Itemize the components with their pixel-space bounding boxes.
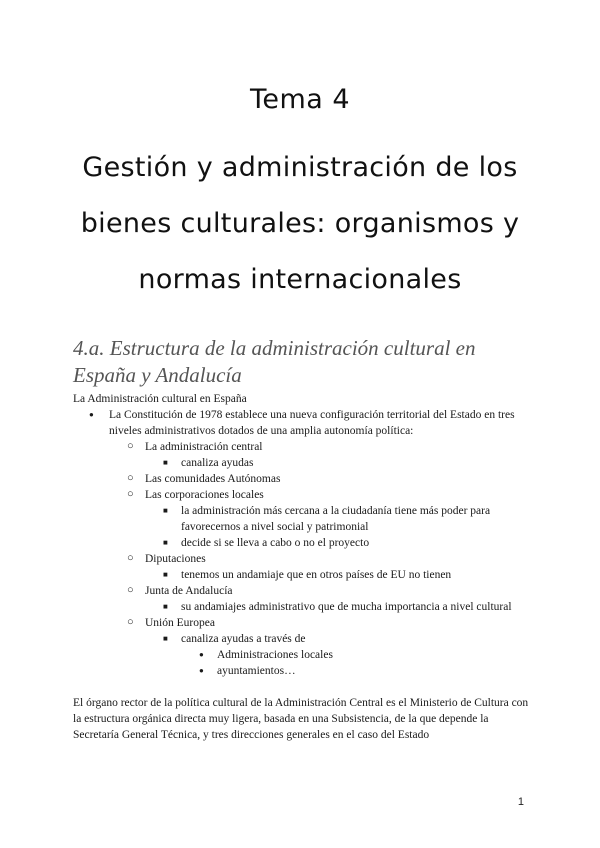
list-item	[145, 439, 533, 471]
list-item	[145, 471, 533, 487]
item-ue-sub: canaliza ayudas a través de	[181, 633, 306, 645]
item-corporaciones: Las corporaciones locales	[145, 489, 264, 501]
sub-sub-list	[145, 599, 533, 615]
item-diputaciones: Diputaciones	[145, 553, 206, 565]
list-item	[145, 583, 533, 615]
item-junta: Junta de Andalucía	[145, 585, 233, 597]
list-item: ● Administraciones locales	[217, 647, 533, 663]
list-item	[181, 631, 533, 679]
title-line-2: bienes culturales: organismos y	[80, 208, 520, 239]
list-item	[145, 551, 533, 583]
list-item: ■ la administración más cercana a la ciudadanía tiene más poder para favorecernos a nivel social y patrimonial	[181, 503, 533, 535]
sub-list	[109, 439, 533, 679]
document-title	[60, 140, 540, 308]
title-line-1: Gestión y administración de los	[82, 152, 518, 183]
item-ue: Unión Europea	[145, 617, 215, 629]
list-item: ■ su andamiajes administrativo que de mucha importancia a nivel cultural	[181, 599, 533, 615]
section-heading: 4.a. Estructura de la administración cultural en España y Andalucía	[73, 336, 476, 387]
bullet-list	[73, 407, 533, 679]
bullet-text-constitucion: La Constitución de 1978 establece una nueva configuración territorial del Estado en tres niveles administrativos dotados de una amplia autonomía política:	[109, 409, 515, 437]
list-item: ■ canaliza ayudas	[181, 455, 533, 471]
sub-sub-list	[145, 503, 533, 551]
item-admin-central: La administración central	[145, 441, 263, 453]
sub-sub-list	[145, 567, 533, 583]
title-line-3: normas internacionales	[138, 264, 462, 295]
sub-sub-list	[145, 631, 533, 679]
item-ccaa: Las comunidades Autónomas	[145, 473, 281, 485]
list-item: ● ayuntamientos…	[217, 663, 533, 679]
page-number: 1	[517, 796, 524, 808]
sub-sub-list	[145, 455, 533, 471]
list-item	[145, 615, 533, 679]
list-item: ■ tenemos un andamiaje que en otros países de EU no tienen	[181, 567, 533, 583]
intro-text: La Administración cultural en España	[73, 393, 247, 405]
tema-label: Tema 4	[249, 84, 351, 115]
sub-sub-sub-list	[181, 647, 533, 679]
list-item: ■ decide si se lleva a cabo o no el proyecto	[181, 535, 533, 551]
list-item	[109, 407, 533, 679]
list-item	[145, 487, 533, 551]
document-body	[73, 391, 533, 743]
body-paragraph: El órgano rector de la política cultural de la Administración Central es el Ministerio de Cultura con la estructura orgánica directa muy ligera, basada en una Subsistencia, de la que depende la Secretaría General Técnica, y tres direcciones generales en el caso del Estado	[73, 697, 529, 741]
